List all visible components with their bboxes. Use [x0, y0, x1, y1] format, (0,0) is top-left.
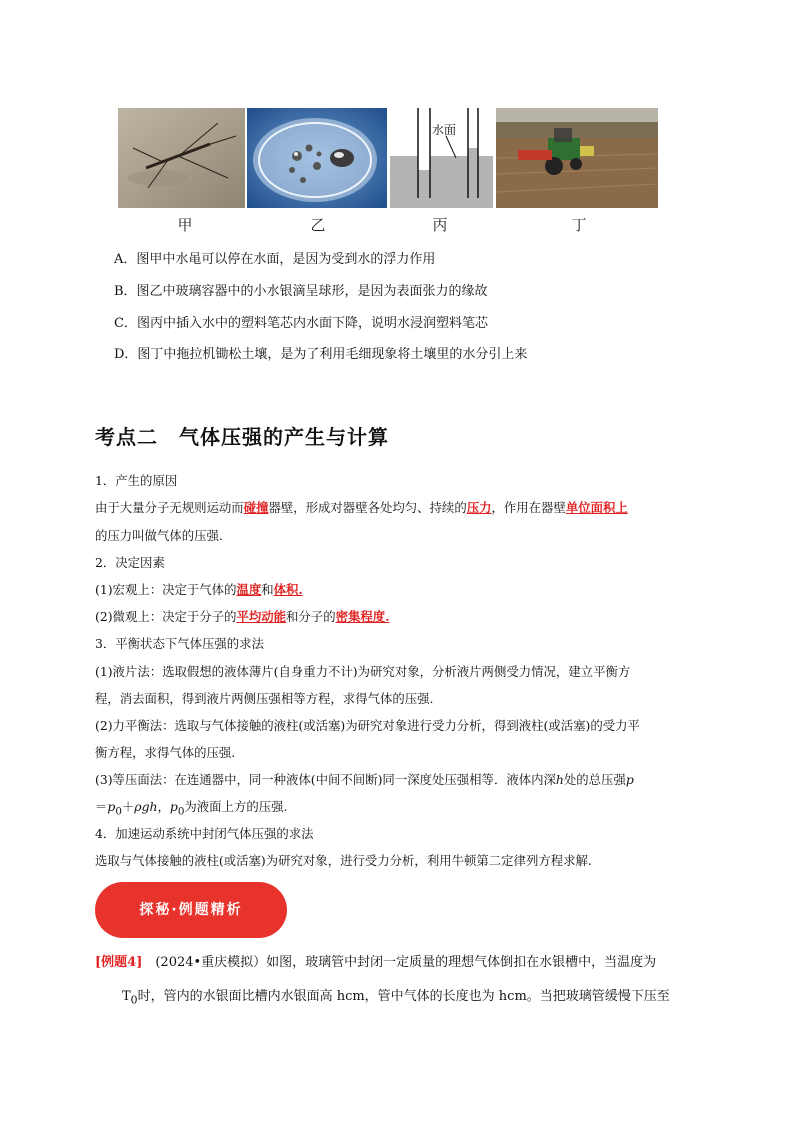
- keyword-pressure-force: 压力: [466, 500, 492, 515]
- paragraph-cause-line1: 由于大量分子无规则运动而碰撞器壁，形成对器壁各处均匀、持续的压力，作用在器壁单位面积上: [95, 500, 628, 515]
- example-line-2: $T_0$时，管内的水银面比槽内水银面高 hcm，管中气体的长度也为 hcm。当把玻璃管缓慢下压至: [122, 989, 670, 1007]
- figure-capillary-diagram: [390, 108, 493, 208]
- paragraph-equal-pressure-2: $=p_0+\rho gh$，$p_0$为液面上方的压强.: [95, 799, 288, 818]
- heading-cause: 1．产生的原因: [95, 473, 178, 488]
- paragraph-equal-pressure-1: (3)等压面法：在连通器中，同一种液体(中间不间断)同一深度处压强相等．液体内深h处的总压强p: [95, 772, 634, 787]
- paragraph-micro: (2)微观上：决定于分子的平均动能和分子的密集程度.: [95, 609, 390, 624]
- option-b: B．图乙中玻璃容器中的小水银滴呈球形，是因为表面张力的缘故: [114, 284, 488, 299]
- water-surface-label: 水面: [432, 123, 457, 137]
- paragraph-force-balance-2: 衡方程，求得气体的压强.: [95, 745, 236, 760]
- keyword-temperature: 温度: [236, 582, 262, 597]
- caption-yi: 乙: [310, 216, 326, 234]
- heading-accelerating: 4．加速运动系统中封闭气体压强的求法: [95, 826, 314, 841]
- paragraph-force-balance-1: (2)力平衡法：选取与气体接触的液柱(或活塞)为研究对象进行受力分析，得到液柱(或活塞)的受力平: [95, 718, 640, 733]
- paragraph-accelerating: 选取与气体接触的液柱(或活塞)为研究对象，进行受力分析，利用牛顿第二定律列方程求解.: [95, 853, 592, 868]
- caption-bing: 丙: [432, 216, 448, 234]
- figure-tractor-image: [496, 108, 658, 208]
- heading-factors: 2．决定因素: [95, 555, 165, 570]
- keyword-volume: 体积.: [273, 582, 303, 597]
- caption-jia: 甲: [177, 216, 193, 234]
- keyword-density: 密集程度.: [335, 609, 390, 624]
- option-a: A．图甲中水黾可以停在水面，是因为受到水的浮力作用: [114, 252, 436, 267]
- option-c: C．图丙中插入水中的塑料笔芯内水面下降，说明水浸润塑料笔芯: [114, 316, 488, 331]
- heading-equilibrium: 3．平衡状态下气体压强的求法: [95, 636, 264, 651]
- keyword-unit-area: 单位面积上: [565, 500, 628, 515]
- caption-ding: 丁: [571, 216, 587, 234]
- keyword-average-kinetic-energy: 平均动能: [236, 609, 287, 624]
- paragraph-liquid-slice-2: 程，消去面积，得到液片两侧压强相等方程，求得气体的压强.: [95, 691, 434, 706]
- figure-row: [118, 108, 658, 208]
- figure-petri-dish-image: [247, 108, 387, 208]
- example-analysis-badge: 探秘·例题精析: [95, 882, 287, 938]
- paragraph-liquid-slice-1: (1)液片法：选取假想的液体薄片(自身重力不计)为研究对象，分析液片两侧受力情况，建立平衡方: [95, 664, 631, 679]
- keyword-collision: 碰撞: [243, 500, 269, 515]
- option-d: D．图丁中拖拉机锄松土壤，是为了利用毛细现象将土壤里的水分引上来: [114, 347, 528, 362]
- figure-water-strider-image: [118, 108, 245, 208]
- example-tag: [例题4]: [95, 955, 143, 970]
- example-line-1: [例题4] (2024•重庆模拟）如图，玻璃管中封闭一定质量的理想气体倒扣在水银槽中，当温度为: [95, 955, 657, 970]
- section-title: 考点二 气体压强的产生与计算: [95, 425, 389, 449]
- paragraph-macro: (1)宏观上：决定于气体的温度和体积.: [95, 582, 303, 597]
- paragraph-cause-line2: 的压力叫做气体的压强.: [95, 528, 223, 543]
